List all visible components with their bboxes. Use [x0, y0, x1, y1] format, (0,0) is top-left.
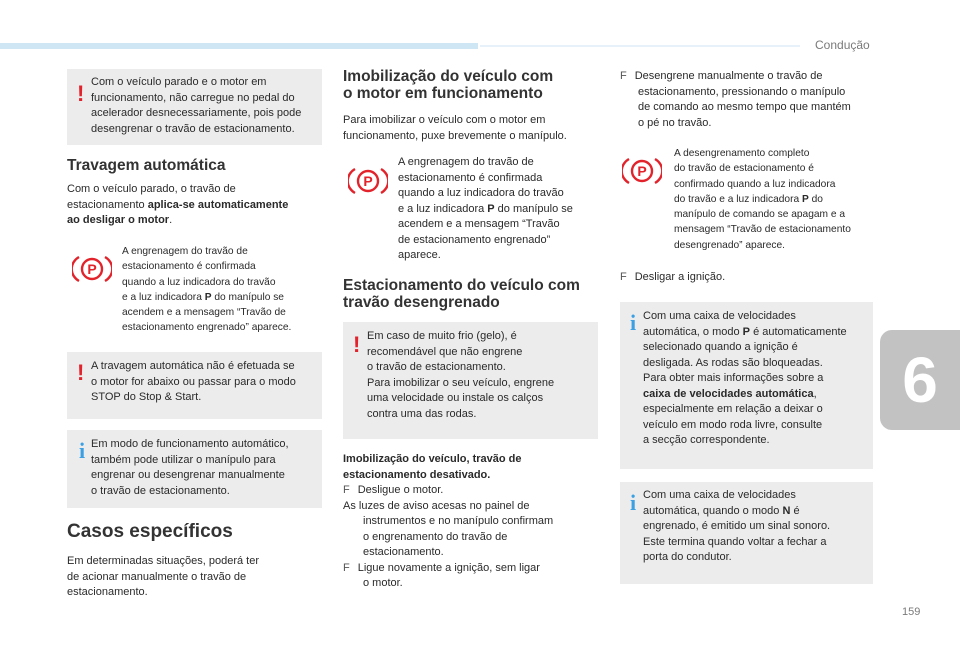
info-box: i Em modo de funcionamento automático, também pode utilizar o manípulo para engrenar ou desengrenar manualmente o travão de estacionamento. — [67, 430, 322, 508]
warning-icon: ! — [353, 332, 361, 357]
bullet-marker: F — [620, 271, 627, 283]
svg-text:P: P — [637, 163, 647, 179]
bullet-marker: F — [343, 561, 350, 574]
warning-box: ! Em caso de muito frio (gelo), é recomendável que não engrene o travão de estacionamento. Para imobilizar o seu veículo, engrene uma velocidade ou instale os calços contra uma das rodas. — [343, 322, 598, 439]
icon-caption-col3: A desengrenamento completo do travão de estacionamento é confirmado quando a luz indicadora do travão e a luz indicadora P do manípulo de comando se apagam e a mensagem “Travão de estacionamento desengrenado” aparece. — [674, 148, 851, 251]
info-icon: i — [630, 490, 637, 515]
heading-casos-especificos: Casos específicos — [67, 521, 233, 542]
info-icon: i — [630, 310, 637, 335]
warning-box: ! A travagem automática não é efetuada se o motor for abaixo ou passar para o modo STOP do Stop & Start. — [67, 352, 322, 419]
icon-caption-col1: A engrenagem do travão de estacionamento é confirmada quando a luz indicadora do travão e a luz indicadora P do manípulo se acendem e a mensagem “Travão de estacionamento engrenado” aparece. — [122, 246, 292, 334]
bullet-desengrene: F Desengrene manualmente o travão de estacionamento, pressionando o manípulo de comando ao mesmo tempo que mantém o pé no travão. — [620, 70, 851, 129]
bullet-marker: F — [620, 70, 627, 82]
paragraph-desativado: Imobilização do veículo, travão de estacionamento desativado. F Desligue o motor. As luzes de aviso acesas no painel de instrumentos e no manípulo confirmam o engrenamento do travão de estacionamento. F Ligue novamente a ignição, sem ligar o motor. — [343, 453, 554, 589]
bullet-marker: F — [343, 484, 350, 496]
warning-icon: ! — [77, 360, 85, 385]
warning-box: ! Com o veículo parado e o motor em funcionamento, não carregue no pedal do acelerador desnecessariamente, pois pode desengrenar o travão de estacionamento. — [67, 69, 322, 145]
svg-text:P: P — [363, 173, 373, 189]
heading-travagem-automatica: Travagem automática — [67, 157, 226, 174]
parking-brake-icon — [622, 155, 662, 187]
info-icon: i — [79, 438, 86, 463]
info-box: i Com uma caixa de velocidades automática, o modo P é automaticamente selecionado quando a ignição é desligada. As rodas são bloqueadas. Para obter mais informações sobre a caixa de velocidades automática, especialmente em relação a deixar o veículo em modo roda livre, consulte a secção correspondente. — [620, 302, 873, 469]
heading-desengrenado: Estacionamento do veículo com travão desengrenado — [343, 277, 580, 311]
parking-brake-icon — [348, 165, 388, 197]
svg-text:P: P — [87, 261, 97, 277]
page-number: 159 — [902, 606, 921, 618]
header-bar-thin — [480, 45, 800, 47]
parking-brake-icon — [72, 253, 112, 285]
paragraph-casos: Em determinadas situações, poderá ter de acionar manualmente o travão de estacionamento. — [67, 555, 259, 598]
paragraph-auto: Com o veículo parado, o travão de estacionamento aplica-se automaticamente ao desligar o motor. — [67, 183, 289, 226]
paragraph-imob: Para imobilizar o veículo com o motor em funcionamento, puxe brevemente o manípulo. — [343, 114, 567, 142]
section-title: Condução — [815, 38, 870, 52]
warning-icon: ! — [77, 81, 85, 106]
bullet-desligar: F Desligar a ignição. — [620, 271, 726, 283]
heading-imobilizacao: Imobilização do veículo com o motor em funcionamento — [343, 68, 554, 102]
header-bar — [0, 43, 478, 49]
info-box: i Com uma caixa de velocidades automática, quando o modo N é engrenado, é emitido um sinal sonoro. Este termina quando voltar a fechar a porta do condutor. — [620, 482, 873, 584]
icon-caption-col2: A engrenagem do travão de estacionamento é confirmada quando a luz indicadora do travão e a luz indicadora P do manípulo se acendem e a mensagem “Travão de estacionamento engrenado” aparece. — [398, 156, 573, 261]
chapter-tab: 6 — [880, 330, 960, 430]
